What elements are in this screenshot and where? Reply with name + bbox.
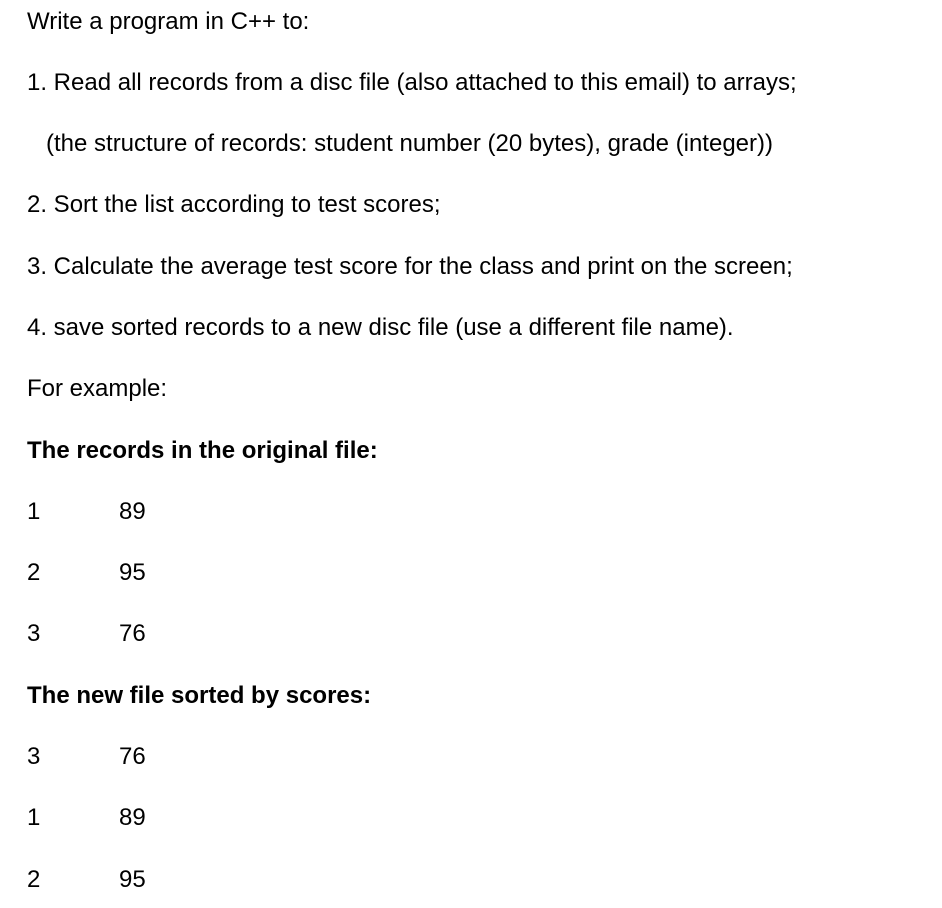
original-row-2-score: 95: [119, 559, 146, 586]
sorted-row-3-score: 95: [119, 866, 146, 893]
example-label: For example:: [27, 375, 168, 402]
step-1: 1. Read all records from a disc file (also attached to this email) to arrays;: [27, 69, 797, 96]
intro-text: Write a program in C++ to:: [27, 8, 310, 35]
original-row-1-score: 89: [119, 498, 146, 525]
original-row-2-id: 2: [27, 559, 41, 586]
original-row-1-id: 1: [27, 498, 41, 525]
sorted-row-1-score: 76: [119, 743, 146, 770]
original-row-3-id: 3: [27, 620, 41, 647]
original-file-heading: The records in the original file:: [27, 437, 378, 464]
sorted-row-2-id: 1: [27, 804, 41, 831]
sorted-row-1-id: 3: [27, 743, 41, 770]
step-2: 2. Sort the list according to test scores;: [27, 191, 441, 218]
step-4: 4. save sorted records to a new disc file (use a different file name).: [27, 314, 734, 341]
sorted-row-2-score: 89: [119, 804, 146, 831]
sorted-file-heading: The new file sorted by scores:: [27, 682, 372, 709]
original-row-3-score: 76: [119, 620, 146, 647]
step-3: 3. Calculate the average test score for the class and print on the screen;: [27, 253, 793, 280]
sorted-row-3-id: 2: [27, 866, 41, 893]
record-structure-note: (the structure of records: student number (20 bytes), grade (integer)): [46, 130, 773, 157]
